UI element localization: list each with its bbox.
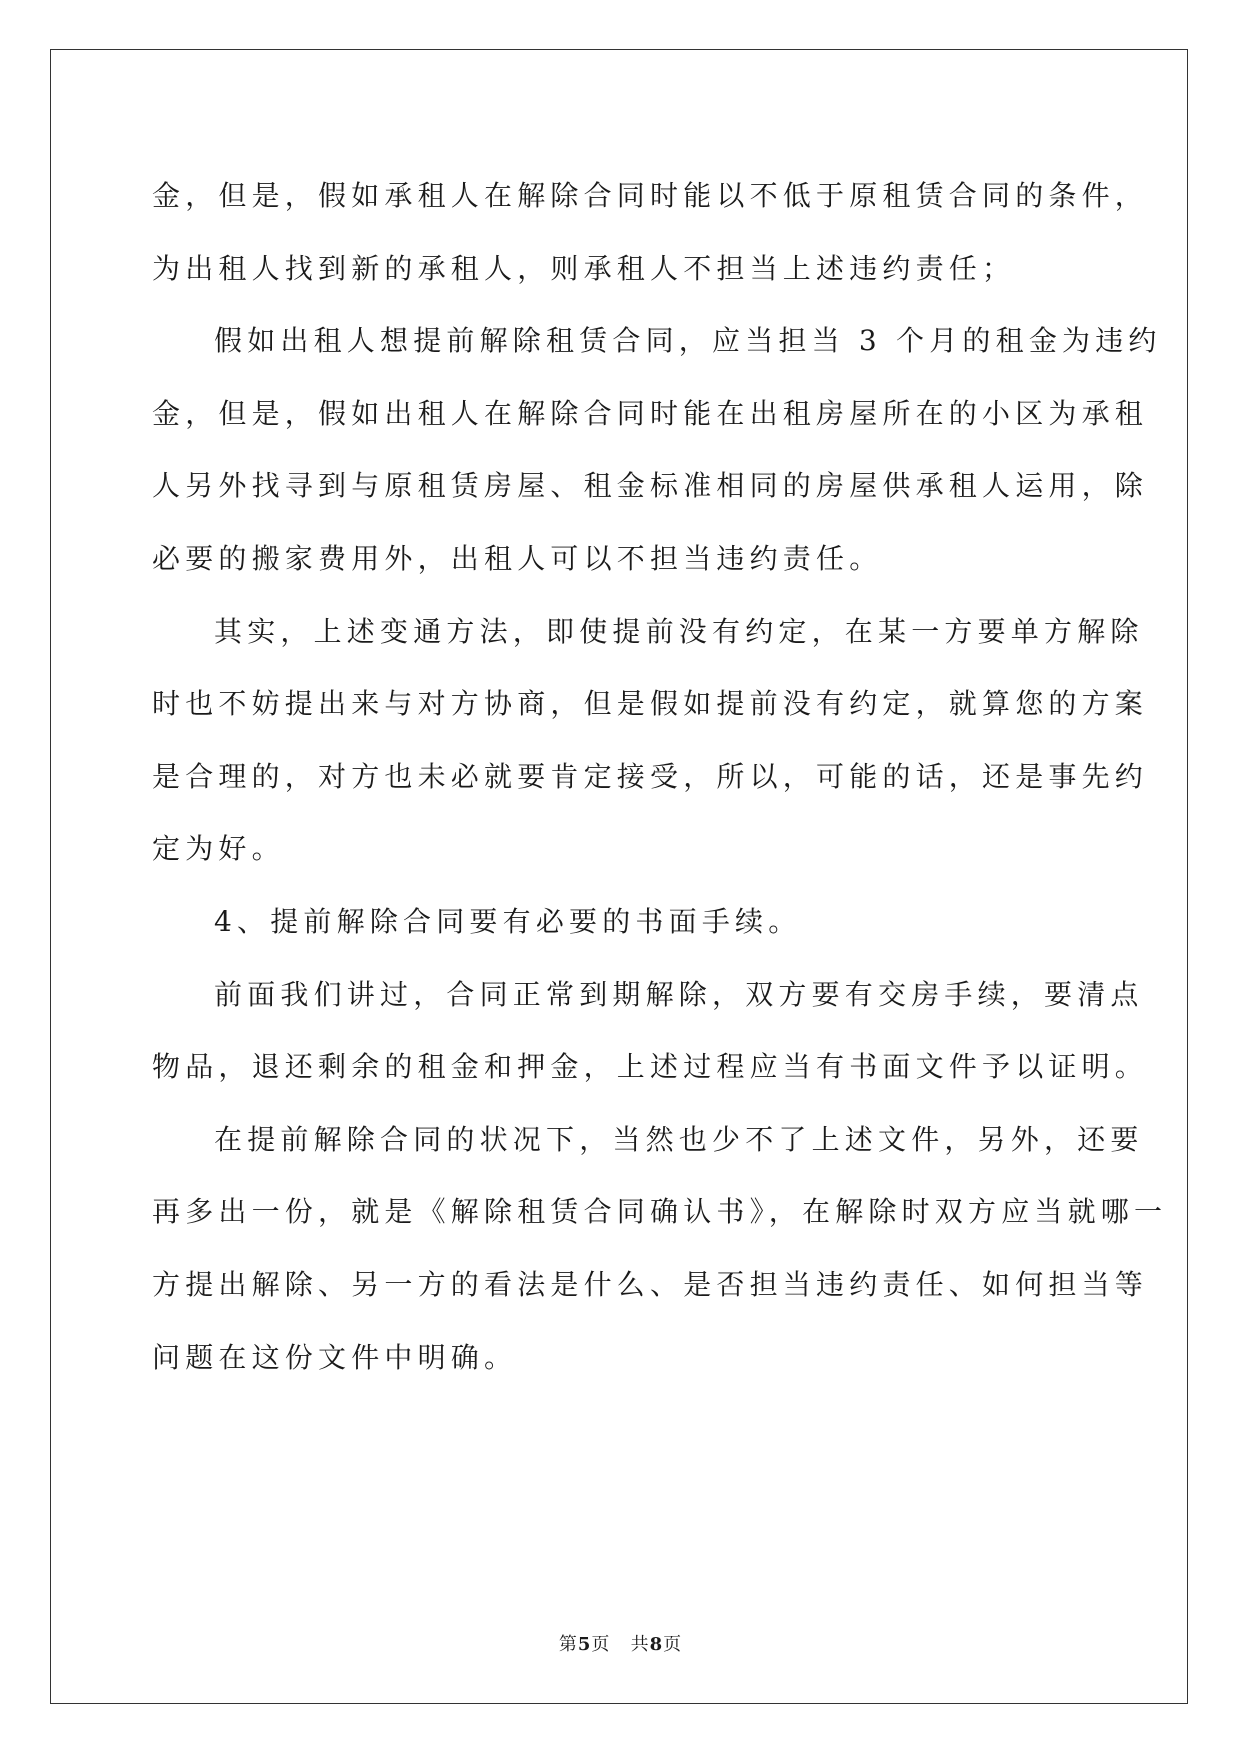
footer-page-number: 5 bbox=[577, 1634, 592, 1655]
text-line: 为出租人找到新的承租人，则承租人不担当上述违约责任； bbox=[152, 251, 1016, 285]
text-line: 必要的搬家费用外，出租人可以不担当违约责任。 bbox=[152, 541, 883, 575]
paragraph-start-line: 在提前解除合同的状况下，当然也少不了上述文件，另外，还要 bbox=[214, 1122, 1144, 1156]
text-line: 问题在这份文件中明确。 bbox=[152, 1340, 518, 1374]
section-heading: 4、提前解除合同要有必要的书面手续。 bbox=[214, 904, 802, 938]
text-line: 金，但是，假如承租人在解除合同时能以不低于原租赁合同的条件， bbox=[152, 179, 1149, 212]
text-line: 定为好。 bbox=[152, 832, 285, 866]
footer-prefix: 第 bbox=[558, 1634, 578, 1655]
text-line: 时也不妨提出来与对方协商，但是假如提前没有约定，就算您的方案 bbox=[152, 687, 1149, 721]
document-body bbox=[152, 160, 1168, 1394]
text-line: 再多出一份，就是《解除租赁合同确认书》，在解除时双方应当就哪一 bbox=[152, 1195, 1168, 1229]
paragraph-start-line: 其实，上述变通方法，即使提前没有约定，在某一方要单方解除 bbox=[214, 614, 1144, 648]
text-line: 金，但是，假如出租人在解除合同时能在出租房屋所在的小区为承租 bbox=[152, 396, 1149, 430]
text-line: 方提出解除、另一方的看法是什么、是否担当违约责任、如何担当等 bbox=[152, 1267, 1149, 1301]
footer-total-prefix: 共 bbox=[630, 1634, 650, 1655]
page-footer bbox=[0, 1630, 1241, 1656]
footer-total-pages: 8 bbox=[649, 1634, 664, 1655]
text-line: 是合理的，对方也未必就要肯定接受，所以，可能的话，还是事先约 bbox=[152, 759, 1149, 793]
paragraph-start-line: 前面我们讲过，合同正常到期解除，双方要有交房手续，要清点 bbox=[214, 977, 1144, 1011]
footer-total-suffix: 页 bbox=[663, 1634, 683, 1655]
text-line: 人另外找寻到与原租赁房屋、租金标准相同的房屋供承租人运用，除 bbox=[152, 469, 1149, 503]
paragraph-start-line: 假如出租人想提前解除租赁合同，应当担当 3 个月的租金为违约 bbox=[214, 324, 1162, 358]
footer-page-suffix: 页 bbox=[591, 1634, 611, 1655]
text-line: 物品，退还剩余的租金和押金，上述过程应当有书面文件予以证明。 bbox=[152, 1050, 1149, 1084]
